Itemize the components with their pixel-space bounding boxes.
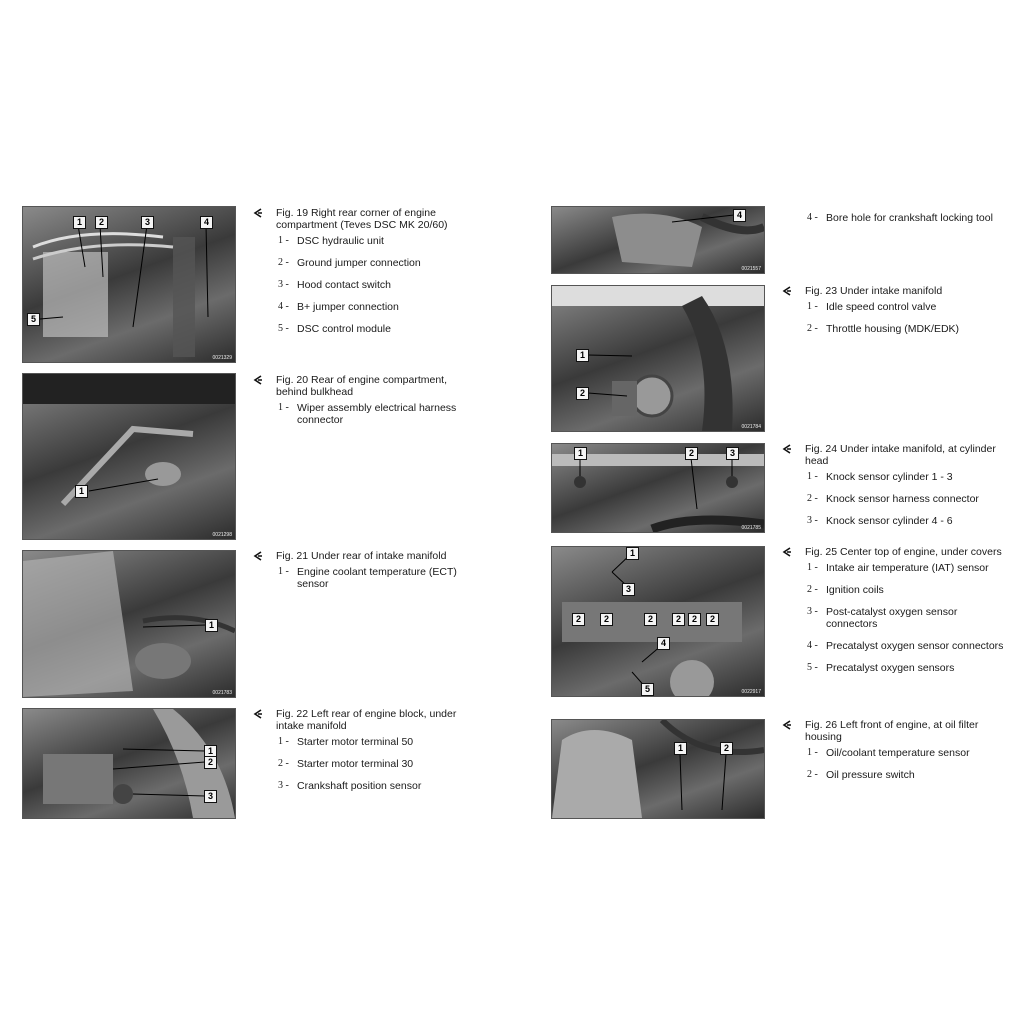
fig-20-photo bbox=[22, 373, 236, 540]
pointer-arrow-icon bbox=[782, 286, 792, 296]
fig-title: Fig. 23 Under intake manifold bbox=[805, 285, 943, 297]
fig-26-photo bbox=[551, 719, 765, 819]
fig-23-photo bbox=[551, 285, 765, 432]
callout: 2 bbox=[706, 613, 719, 626]
legend-item: 2 - Ignition coils bbox=[807, 584, 884, 596]
fig-title: Fig. 20 Rear of engine compartment, behind bulkhead bbox=[276, 374, 448, 398]
callout: 2 bbox=[95, 216, 108, 229]
pointer-arrow-icon bbox=[253, 375, 263, 385]
legend-list bbox=[278, 402, 476, 426]
fig-26-leader-lines bbox=[552, 720, 764, 818]
callout: 2 bbox=[672, 613, 685, 626]
fig-24-caption bbox=[805, 443, 1005, 537]
callout: 1 bbox=[626, 547, 639, 560]
callout: 2 bbox=[644, 613, 657, 626]
fig-24-photo bbox=[551, 443, 765, 533]
callout: 1 bbox=[75, 485, 88, 498]
callout: 3 bbox=[204, 790, 217, 803]
image-id: 0022917 bbox=[741, 689, 761, 695]
legend-item: 3 - Crankshaft position sensor bbox=[278, 780, 422, 792]
legend-item: 1 - Starter motor terminal 50 bbox=[278, 736, 414, 748]
image-id: 0021785 bbox=[741, 525, 761, 531]
fig-title: Fig. 25 Center top of engine, under covers bbox=[805, 546, 1002, 558]
legend-item: 4 - B+ jumper connection bbox=[278, 301, 399, 313]
legend-item: 2 - Starter motor terminal 30 bbox=[278, 758, 414, 770]
fig-20-leader-lines bbox=[23, 374, 235, 539]
pointer-arrow-icon bbox=[253, 709, 263, 719]
callout: 2 bbox=[600, 613, 613, 626]
legend-item: 1 - Intake air temperature (IAT) sensor bbox=[807, 562, 989, 574]
continued-legend-item: 4 - Bore hole for crankshaft locking tool bbox=[807, 212, 993, 224]
image-id: 0021784 bbox=[741, 424, 761, 430]
fig-19-caption bbox=[276, 207, 476, 345]
legend-item: 1 - Wiper assembly electrical harness connector bbox=[278, 402, 457, 426]
pointer-arrow-icon bbox=[253, 208, 263, 218]
fig-title: Fig. 24 Under intake manifold, at cylinder head bbox=[805, 443, 996, 467]
fig-22-photo bbox=[22, 708, 236, 819]
callout: 4 bbox=[657, 637, 670, 650]
legend-list bbox=[807, 747, 1005, 781]
legend-item: 1 - Idle speed control valve bbox=[807, 301, 937, 313]
pointer-arrow-icon bbox=[782, 444, 792, 454]
fig-title: Fig. 26 Left front of engine, at oil filter housing bbox=[805, 719, 979, 743]
image-id: 0021783 bbox=[212, 690, 232, 696]
callout: 1 bbox=[674, 742, 687, 755]
fig-top-photo bbox=[551, 206, 765, 274]
callout: 3 bbox=[622, 583, 635, 596]
callout: 1 bbox=[574, 447, 587, 460]
legend-list bbox=[278, 235, 476, 335]
fig-23-caption bbox=[805, 285, 1005, 345]
legend-list bbox=[278, 736, 476, 792]
fig-26-caption bbox=[805, 719, 1005, 791]
legend-list bbox=[278, 566, 476, 590]
pointer-arrow-icon bbox=[782, 720, 792, 730]
callout: 2 bbox=[685, 447, 698, 460]
callout: 2 bbox=[576, 387, 589, 400]
fig-21-caption bbox=[276, 550, 476, 600]
legend-item: 1 - Knock sensor cylinder 1 - 3 bbox=[807, 471, 953, 483]
callout: 3 bbox=[726, 447, 739, 460]
legend-item: 5 - DSC control module bbox=[278, 323, 391, 335]
legend-item: 4 - Precatalyst oxygen sensor connectors bbox=[807, 640, 1004, 652]
fig-25-photo bbox=[551, 546, 765, 697]
fig-20-caption bbox=[276, 374, 476, 436]
pointer-arrow-icon bbox=[253, 551, 263, 561]
legend-list bbox=[807, 562, 1005, 674]
legend-item: 3 - Hood contact switch bbox=[278, 279, 391, 291]
callout: 4 bbox=[200, 216, 213, 229]
fig-22-caption bbox=[276, 708, 476, 802]
fig-title: Fig. 19 Right rear corner of engine compartment (Teves DSC MK 20/60) bbox=[276, 207, 448, 231]
legend-item: 2 - Oil pressure switch bbox=[807, 769, 915, 781]
callout: 2 bbox=[720, 742, 733, 755]
fig-19-photo bbox=[22, 206, 236, 363]
callout: 2 bbox=[572, 613, 585, 626]
callout: 1 bbox=[576, 349, 589, 362]
fig-title: Fig. 22 Left rear of engine block, under intake manifold bbox=[276, 708, 457, 732]
legend-item: 1 - Engine coolant temperature (ECT) sensor bbox=[278, 566, 457, 590]
legend-item: 2 - Ground jumper connection bbox=[278, 257, 421, 269]
fig-title: Fig. 21 Under rear of intake manifold bbox=[276, 550, 447, 562]
legend-list bbox=[807, 471, 1005, 527]
callout: 1 bbox=[73, 216, 86, 229]
fig-21-photo bbox=[22, 550, 236, 698]
legend-item: 3 - Post-catalyst oxygen sensor connectors bbox=[807, 606, 958, 630]
fig-25-caption bbox=[805, 546, 1005, 684]
callout: 5 bbox=[27, 313, 40, 326]
fig-19-leader-lines bbox=[23, 207, 235, 362]
legend-item: 1 - Oil/coolant temperature sensor bbox=[807, 747, 970, 759]
callout: 1 bbox=[205, 619, 218, 632]
legend-list bbox=[807, 301, 1005, 335]
fig-21-leader-lines bbox=[23, 551, 235, 697]
callout: 2 bbox=[204, 756, 217, 769]
pointer-arrow-icon bbox=[782, 547, 792, 557]
callout: 5 bbox=[641, 683, 654, 696]
callout: 1 bbox=[204, 745, 217, 758]
image-id: 0021329 bbox=[212, 355, 232, 361]
legend-item: 5 - Precatalyst oxygen sensors bbox=[807, 662, 955, 674]
callout: 4 bbox=[733, 209, 746, 222]
callout: 3 bbox=[141, 216, 154, 229]
legend-item: 1 - DSC hydraulic unit bbox=[278, 235, 384, 247]
legend-item: 2 - Knock sensor harness connector bbox=[807, 493, 979, 505]
image-id: 0021298 bbox=[212, 532, 232, 538]
legend-item: 2 - Throttle housing (MDK/EDK) bbox=[807, 323, 960, 335]
image-id: 0021557 bbox=[741, 266, 761, 272]
legend-item: 3 - Knock sensor cylinder 4 - 6 bbox=[807, 515, 953, 527]
callout: 2 bbox=[688, 613, 701, 626]
